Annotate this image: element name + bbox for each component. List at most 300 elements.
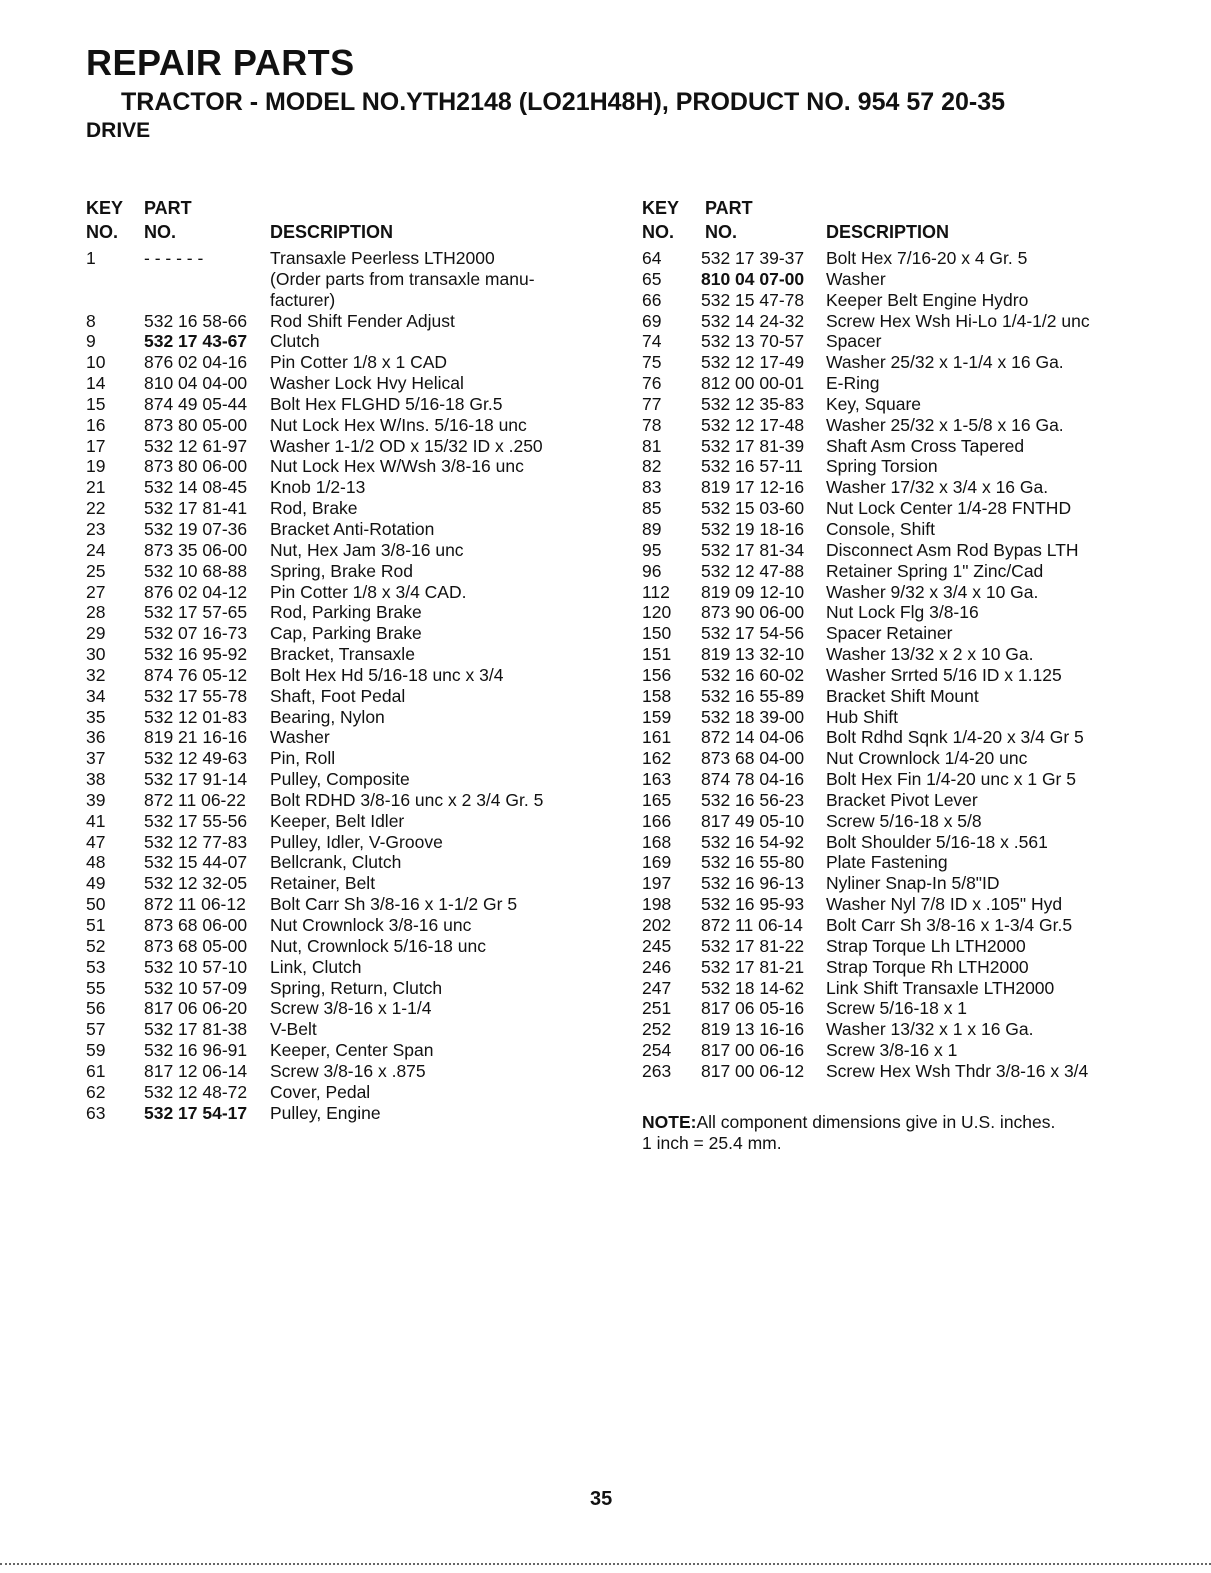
table-row: [642, 373, 1182, 394]
part-number: 532 17 54-56: [701, 623, 805, 644]
table-row: [642, 852, 1182, 873]
part-number: 532 17 81-38: [144, 1019, 248, 1040]
part-header-line1: PART: [144, 198, 192, 218]
table-row: [86, 394, 606, 415]
part-number: 532 07 16-73: [144, 623, 248, 644]
part-description: Nyliner Snap-In 5/8"ID: [826, 873, 1000, 894]
part-number: 532 17 81-22: [701, 935, 805, 956]
table-row: [86, 936, 606, 957]
part-description: Screw 3/8-16 x 1-1/4: [270, 998, 432, 1019]
part-number: 532 17 39-37: [701, 248, 805, 268]
part-description: Spring Torsion: [826, 456, 938, 477]
table-row: [86, 477, 606, 498]
part-description: Bracket Pivot Lever: [826, 789, 978, 810]
key-number: 10: [86, 352, 106, 373]
note-label: NOTE:: [642, 1112, 697, 1132]
table-row: [642, 790, 1182, 811]
key-number: 75: [642, 352, 662, 373]
part-description: Bearing, Nylon: [270, 706, 385, 727]
part-number: 532 10 57-09: [144, 977, 248, 998]
key-number: 49: [86, 873, 106, 894]
part-description: Bolt Hex 7/16-20 x 4 Gr. 5: [826, 248, 1028, 268]
key-number: 29: [86, 623, 106, 644]
part-number: 819 21 16-16: [144, 727, 248, 748]
part-description: Nut Lock Hex W/Wsh 3/8-16 unc: [270, 456, 524, 477]
part-number: 872 11 06-22: [144, 789, 246, 810]
page-title: REPAIR PARTS: [86, 42, 355, 83]
part-description: Bolt RDHD 3/8-16 unc x 2 3/4 Gr. 5: [270, 789, 544, 810]
table-row: [642, 1019, 1182, 1040]
key-number: 41: [86, 810, 106, 831]
key-number: 82: [642, 456, 662, 477]
parts-list-right: [642, 248, 1182, 1082]
key-number: 168: [642, 831, 672, 852]
key-number: 112: [642, 581, 670, 602]
part-number: 532 12 35-83: [701, 393, 805, 414]
part-description: Bolt Hex FLGHD 5/16-18 Gr.5: [270, 393, 503, 414]
table-row: [86, 415, 606, 436]
part-description: Washer Nyl 7/8 ID x .105" Hyd: [826, 894, 1063, 915]
key-number: 36: [86, 727, 106, 748]
part-number: 532 13 70-57: [701, 331, 805, 352]
part-number: 810 04 04-00: [144, 373, 248, 394]
table-row: [86, 894, 606, 915]
part-description: (Order parts from transaxle manu-: [270, 268, 535, 289]
part-description: Plate Fastening: [826, 852, 948, 873]
part-number: 532 17 55-56: [144, 810, 248, 831]
table-row: [642, 894, 1182, 915]
key-number: 159: [642, 706, 672, 727]
part-description: Screw 5/16-18 x 5/8: [826, 810, 982, 831]
table-row: [642, 331, 1182, 352]
table-row: [86, 915, 606, 936]
part-number: 532 16 58-66: [144, 310, 248, 331]
part-description: Washer Srrted 5/16 ID x 1.125: [826, 664, 1062, 685]
part-number: 872 11 06-12: [144, 894, 246, 915]
part-description: Pin Cotter 1/8 x 1 CAD: [270, 352, 448, 373]
key-number: 81: [642, 435, 662, 456]
table-row: [86, 1019, 606, 1040]
key-number: 150: [642, 623, 672, 644]
part-description: Rod, Parking Brake: [270, 602, 422, 623]
part-description: Nut, Hex Jam 3/8-16 unc: [270, 539, 464, 560]
column-headers-right: [642, 198, 1182, 248]
part-description: Nut Crownlock 3/8-16 unc: [270, 915, 472, 935]
part-number: 532 17 43-67: [144, 331, 248, 352]
part-number: 532 15 47-78: [701, 289, 805, 310]
part-description: Bellcrank, Clutch: [270, 852, 402, 873]
part-number: 532 17 55-78: [144, 685, 248, 706]
table-row: [642, 707, 1182, 728]
key-number: 30: [86, 644, 106, 665]
table-row: [86, 1040, 606, 1061]
part-number: 532 16 95-92: [144, 644, 248, 665]
part-description: Keeper Belt Engine Hydro: [826, 289, 1029, 310]
key-number: 28: [86, 602, 106, 623]
part-number: 532 14 24-32: [701, 310, 805, 331]
part-description: Rod Shift Fender Adjust: [270, 310, 455, 331]
table-row: [642, 352, 1182, 373]
key-number: 151: [642, 644, 672, 665]
part-description: Bolt Rdhd Sqnk 1/4-20 x 3/4 Gr 5: [826, 727, 1084, 748]
part-number: 872 11 06-14: [701, 915, 803, 935]
table-row: [642, 519, 1182, 540]
key-number: 66: [642, 289, 662, 310]
part-number: 532 18 39-00: [701, 706, 805, 727]
key-header-line2: NO.: [642, 222, 675, 242]
table-row: [86, 998, 606, 1019]
part-number: 810 04 07-00: [701, 268, 805, 289]
part-description: Bolt Hex Fin 1/4-20 unc x 1 Gr 5: [826, 769, 1076, 790]
key-number: 21: [86, 477, 106, 498]
part-number: 532 16 96-13: [701, 873, 805, 894]
table-row: [642, 456, 1182, 477]
part-description: Disconnect Asm Rod Bypas LTH: [826, 539, 1079, 560]
part-number: 532 19 07-36: [144, 518, 248, 539]
part-number: 532 12 47-88: [701, 560, 805, 581]
key-header-line1: KEY: [86, 198, 124, 218]
table-row: [642, 498, 1182, 519]
part-description: Screw 3/8-16 x .875: [270, 1060, 426, 1081]
part-description: Knob 1/2-13: [270, 477, 366, 498]
part-number: - - - - - -: [144, 248, 204, 268]
part-number: 873 35 06-00: [144, 539, 248, 560]
table-row: [86, 519, 606, 540]
part-number: 532 17 81-21: [701, 956, 805, 977]
table-row: [86, 686, 606, 707]
part-description: Screw Hex Wsh Hi-Lo 1/4-1/2 unc: [826, 310, 1090, 331]
part-description: Washer 13/32 x 2 x 10 Ga.: [826, 644, 1034, 665]
part-number: 532 15 03-60: [701, 498, 805, 519]
table-row: [642, 477, 1182, 498]
table-row: [642, 311, 1182, 332]
part-number: 873 68 05-00: [144, 935, 248, 956]
part-description: Link, Clutch: [270, 956, 362, 977]
table-row: [642, 957, 1182, 978]
parts-column-right: [642, 198, 1182, 1082]
key-number: 85: [642, 498, 662, 519]
key-number: 23: [86, 518, 106, 539]
part-number: 817 00 06-16: [701, 1040, 805, 1061]
part-description: Spacer Retainer: [826, 623, 953, 644]
part-description: Bolt Shoulder 5/16-18 x .561: [826, 831, 1048, 852]
table-row: [642, 644, 1182, 665]
part-number: 532 16 57-11: [701, 456, 803, 477]
table-row: [86, 248, 606, 269]
table-row: [86, 311, 606, 332]
key-number: 59: [86, 1040, 106, 1061]
table-row: [86, 582, 606, 603]
description-header: DESCRIPTION: [826, 222, 950, 242]
table-row: [86, 665, 606, 686]
part-description: Hub Shift: [826, 706, 898, 727]
part-number: 532 14 08-45: [144, 477, 248, 498]
part-number: 532 12 49-63: [144, 748, 248, 769]
part-number: 874 76 05-12: [144, 664, 248, 685]
key-number: 55: [86, 977, 106, 998]
part-description: Spring, Brake Rod: [270, 560, 413, 581]
key-number: 53: [86, 956, 106, 977]
key-number: 15: [86, 393, 106, 414]
part-number: 532 12 77-83: [144, 831, 248, 852]
part-description: Spacer: [826, 331, 882, 352]
key-number: 48: [86, 852, 106, 873]
key-number: 252: [642, 1019, 672, 1040]
part-number: 874 78 04-16: [701, 769, 805, 790]
part-description: Pulley, Composite: [270, 769, 410, 790]
part-description: Clutch: [270, 331, 320, 352]
table-row: [86, 873, 606, 894]
key-number: 77: [642, 393, 662, 414]
part-description: Cover, Pedal: [270, 1081, 371, 1102]
table-row: [86, 748, 606, 769]
table-row: [86, 644, 606, 665]
part-description: Washer Lock Hvy Helical: [270, 373, 464, 394]
table-row: [642, 748, 1182, 769]
part-number: 819 17 12-16: [701, 477, 805, 498]
key-number: 158: [642, 685, 672, 706]
note-text: All component dimensions give in U.S. inches.: [696, 1112, 1056, 1132]
part-description: facturer): [270, 289, 336, 310]
table-row: [86, 1061, 606, 1082]
part-number: 812 00 00-01: [701, 373, 805, 394]
part-description: Pulley, Engine: [270, 1102, 381, 1123]
part-number: 532 16 54-92: [701, 831, 805, 852]
table-row: [86, 811, 606, 832]
table-row: [642, 623, 1182, 644]
part-description: Washer 1-1/2 OD x 15/32 ID x .250: [270, 435, 543, 456]
table-row: [642, 582, 1182, 603]
part-number: 532 16 60-02: [701, 664, 805, 685]
part-description: Pin Cotter 1/8 x 3/4 CAD.: [270, 581, 467, 602]
column-headers-left: [86, 198, 606, 248]
part-number: 873 68 06-00: [144, 915, 248, 935]
table-row: [86, 623, 606, 644]
table-row: [86, 769, 606, 790]
part-number: 817 06 06-20: [144, 998, 248, 1019]
part-number: 532 12 48-72: [144, 1081, 248, 1102]
key-number: 245: [642, 935, 672, 956]
table-row: [86, 373, 606, 394]
part-description: E-Ring: [826, 373, 880, 394]
part-description: Washer 13/32 x 1 x 16 Ga.: [826, 1019, 1034, 1040]
table-row: [642, 394, 1182, 415]
part-number: 876 02 04-12: [144, 581, 248, 602]
key-number: 25: [86, 560, 106, 581]
part-description: Screw 3/8-16 x 1: [826, 1040, 958, 1061]
key-number: 197: [642, 873, 672, 894]
part-description: Washer 17/32 x 3/4 x 16 Ga.: [826, 477, 1049, 498]
section-heading: DRIVE: [86, 119, 151, 142]
key-number: 32: [86, 664, 106, 685]
parts-list-left: [86, 248, 606, 1123]
key-number: 165: [642, 789, 672, 810]
key-number: 162: [642, 748, 672, 769]
table-row: [642, 290, 1182, 311]
part-description: Key, Square: [826, 393, 922, 414]
key-number: 62: [86, 1081, 106, 1102]
part-description: Pin, Roll: [270, 748, 336, 769]
part-description: Cap, Parking Brake: [270, 623, 422, 644]
table-row: [86, 331, 606, 352]
part-number: 532 17 81-39: [701, 435, 805, 456]
key-header-line2: NO.: [86, 222, 119, 242]
note-block: [642, 1112, 1162, 1154]
key-number: 202: [642, 915, 672, 935]
part-description: Nut Lock Center 1/4-28 FNTHD: [826, 498, 1072, 519]
part-description: Washer 25/32 x 1-1/4 x 16 Ga.: [826, 352, 1064, 373]
part-number: 532 12 61-97: [144, 435, 248, 456]
part-description: Link Shift Transaxle LTH2000: [826, 977, 1055, 998]
table-row: [86, 978, 606, 999]
part-description: Rod, Brake: [270, 498, 358, 519]
key-number: 51: [86, 915, 106, 935]
part-description: Keeper, Belt Idler: [270, 810, 405, 831]
part-number: 532 10 57-10: [144, 956, 248, 977]
table-row: [642, 540, 1182, 561]
key-number: 78: [642, 414, 662, 435]
part-number: 532 17 54-17: [144, 1102, 248, 1123]
key-number: 8: [86, 310, 96, 331]
part-description: Screw Hex Wsh Thdr 3/8-16 x 3/4: [826, 1060, 1089, 1081]
key-number: 169: [642, 852, 672, 873]
key-number: 263: [642, 1060, 672, 1081]
key-number: 89: [642, 518, 662, 539]
key-number: 27: [86, 581, 106, 602]
part-description: Bolt Hex Hd 5/16-18 unc x 3/4: [270, 664, 504, 685]
table-row: [642, 873, 1182, 894]
part-number: 532 10 68-88: [144, 560, 248, 581]
table-row: [86, 561, 606, 582]
table-row: [642, 1040, 1182, 1061]
part-number: 532 16 96-91: [144, 1040, 248, 1061]
part-number: 819 09 12-10: [701, 581, 805, 602]
part-number: 872 14 04-06: [701, 727, 805, 748]
key-number: 74: [642, 331, 662, 352]
table-row: [642, 602, 1182, 623]
key-number: 61: [86, 1060, 106, 1081]
part-number: 817 00 06-12: [701, 1060, 805, 1081]
part-number: 873 80 06-00: [144, 456, 248, 477]
key-number: 64: [642, 248, 662, 268]
part-description: V-Belt: [270, 1019, 317, 1040]
description-header: DESCRIPTION: [270, 222, 394, 242]
part-header-line2: NO.: [144, 222, 177, 242]
part-description: Bolt Carr Sh 3/8-16 x 1-1/2 Gr 5: [270, 894, 518, 915]
key-number: 39: [86, 789, 106, 810]
part-description: Washer: [270, 727, 330, 748]
key-number: 52: [86, 935, 106, 956]
part-number: 819 13 16-16: [701, 1019, 805, 1040]
part-number: 532 12 01-83: [144, 706, 248, 727]
key-number: 65: [642, 268, 662, 289]
table-row: [642, 561, 1182, 582]
key-number: 37: [86, 748, 106, 769]
table-row: [642, 915, 1182, 936]
key-number: 35: [86, 706, 106, 727]
table-row: [86, 957, 606, 978]
key-number: 50: [86, 894, 106, 915]
part-number: 819 13 32-10: [701, 644, 805, 665]
note-conversion: 1 inch = 25.4 mm.: [642, 1133, 782, 1153]
table-row: [642, 936, 1182, 957]
part-description: Nut Lock Hex W/Ins. 5/16-18 unc: [270, 414, 527, 435]
key-number: 166: [642, 810, 672, 831]
key-number: 95: [642, 539, 662, 560]
part-number: 532 16 95-93: [701, 894, 805, 915]
part-number: 532 17 81-41: [144, 498, 248, 519]
part-header-line1: PART: [705, 198, 753, 218]
key-number: 198: [642, 894, 672, 915]
table-row: [642, 665, 1182, 686]
table-row: [86, 832, 606, 853]
part-description: Keeper, Center Span: [270, 1040, 434, 1061]
part-number: 532 17 91-14: [144, 769, 248, 790]
key-number: 38: [86, 769, 106, 790]
table-row: [86, 852, 606, 873]
key-number: 63: [86, 1102, 106, 1123]
part-number: 817 06 05-16: [701, 998, 805, 1019]
part-number: 532 16 55-80: [701, 852, 805, 873]
part-number: 873 80 05-00: [144, 414, 248, 435]
table-row: [86, 540, 606, 561]
part-description: Nut, Crownlock 5/16-18 unc: [270, 935, 486, 956]
part-description: Nut Crownlock 1/4-20 unc: [826, 748, 1028, 769]
table-row: [86, 290, 606, 311]
part-description: Spring, Return, Clutch: [270, 977, 443, 998]
part-description: Bracket Shift Mount: [826, 685, 979, 706]
table-row: [642, 832, 1182, 853]
part-description: Screw 5/16-18 x 1: [826, 998, 968, 1019]
part-number: 532 16 56-23: [701, 789, 805, 810]
page-number: 35: [590, 1488, 613, 1510]
key-header-line1: KEY: [642, 198, 680, 218]
part-number: 532 15 44-07: [144, 852, 248, 873]
part-description: Retainer, Belt: [270, 873, 376, 894]
model-subtitle: TRACTOR - MODEL NO.YTH2148 (LO21H48H), PRODUCT NO. 954 57 20-35: [121, 88, 1006, 116]
part-description: Nut Lock Flg 3/8-16: [826, 602, 979, 623]
table-row: [86, 602, 606, 623]
part-description: Bolt Carr Sh 3/8-16 x 1-3/4 Gr.5: [826, 915, 1073, 935]
part-description: Washer: [826, 268, 886, 289]
key-number: 1: [86, 248, 96, 268]
key-number: 47: [86, 831, 106, 852]
key-number: 9: [86, 331, 96, 352]
part-description: Washer 9/32 x 3/4 x 10 Ga.: [826, 581, 1039, 602]
part-number: 817 49 05-10: [701, 810, 805, 831]
bottom-rule: [0, 1563, 1211, 1565]
table-row: [86, 498, 606, 519]
table-row: [642, 415, 1182, 436]
key-number: 24: [86, 539, 106, 560]
table-row: [86, 707, 606, 728]
table-row: [642, 769, 1182, 790]
part-number: 532 19 18-16: [701, 518, 805, 539]
table-row: [86, 269, 606, 290]
part-description: Bracket Anti-Rotation: [270, 518, 435, 539]
key-number: 16: [86, 414, 106, 435]
key-number: 247: [642, 977, 672, 998]
key-number: 246: [642, 956, 672, 977]
key-number: 254: [642, 1040, 672, 1061]
part-description: Washer 25/32 x 1-5/8 x 16 Ga.: [826, 414, 1064, 435]
part-description: Retainer Spring 1" Zinc/Cad: [826, 560, 1044, 581]
part-number: 876 02 04-16: [144, 352, 248, 373]
part-number: 532 12 17-48: [701, 414, 805, 435]
key-number: 22: [86, 498, 106, 519]
key-number: 163: [642, 769, 672, 790]
key-number: 96: [642, 560, 662, 581]
